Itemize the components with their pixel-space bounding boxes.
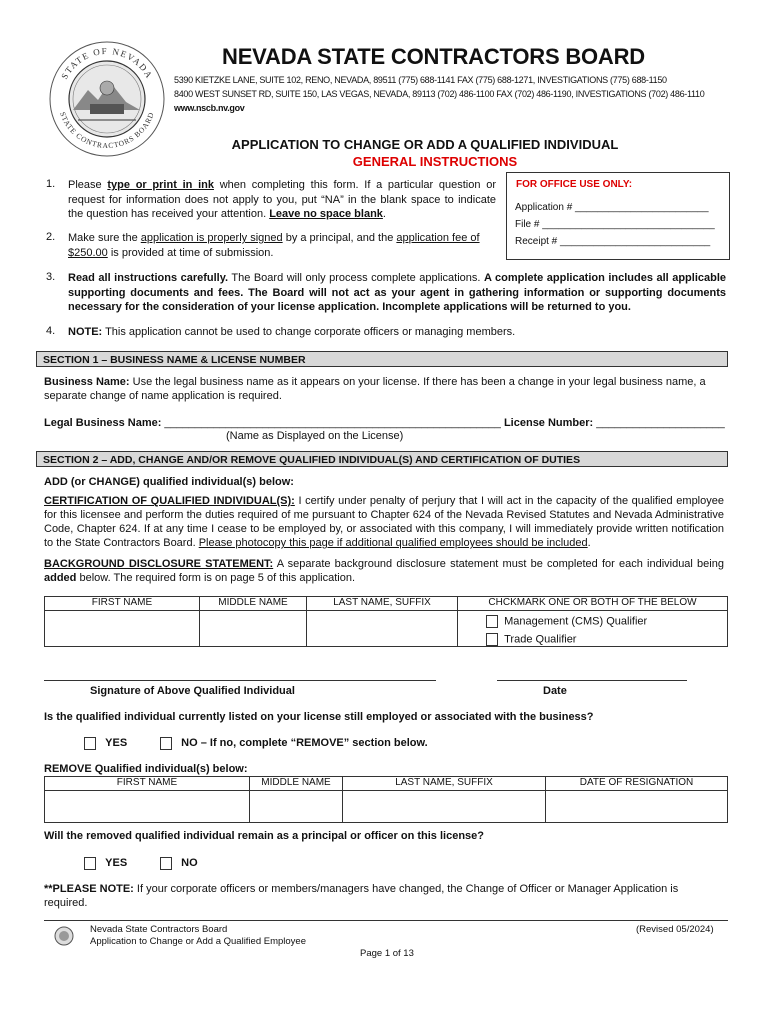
add-qualified-table	[44, 596, 728, 647]
footer-seal-logo	[54, 926, 74, 946]
date-label: Date	[543, 685, 567, 697]
signature-label: Signature of Above Qualified Individual	[90, 685, 295, 697]
principal-yes-option: YES	[84, 856, 127, 870]
column-header: LAST NAME, SUFFIX	[307, 597, 458, 611]
employed-question: Is the qualified individual currently listed on your license still employed or associated with the business?	[44, 711, 594, 723]
instruction-1: Please type or print in ink when completing this form. If a particular question or request for information does not apply to you, put “NA” in the blank space to indicate the question has received your attention. Leave no space blank.	[68, 179, 496, 220]
application-number-field: Application # ________________________	[515, 202, 709, 213]
address-reno: 5390 KIETZKE LANE, SUITE 102, RENO, NEVADA, 89511 (775) 688-1141 FAX (775) 688-1271, INVESTIGATIONS (775) 688-1150	[174, 75, 667, 85]
remove-middle-name-input[interactable]	[250, 791, 343, 823]
certification-text: CERTIFICATION OF QUALIFIED INDIVIDUAL(S): I certify under penalty of perjury that I will act in the capacity of the qualified employee for this licensee and perform the duties required of me pursuant to Chapter 624 of the Nevada Revised Statutes and Nevada Administrative Code, Chapter 624. If at any time I cease to be employed by, or associated with this company, I will immediately provide written notification to the State Contractors Board. Please photocopy this page if additional qualified employees should be included.	[44, 495, 724, 549]
background-disclosure-text: BACKGROUND DISCLOSURE STATEMENT: A separate background disclosure statement must be completed for each individual being added below. The required form is on page 5 of this application.	[44, 558, 724, 584]
item-number: 1.	[46, 178, 56, 190]
first-name-input[interactable]	[45, 611, 200, 647]
footer-form-name: Application to Change or Add a Qualified Employee	[90, 936, 306, 947]
cms-qualifier-label: Management (CMS) Qualifier	[504, 615, 648, 628]
date-line[interactable]	[497, 680, 687, 681]
board-title: NEVADA STATE CONTRACTORS BOARD	[222, 44, 646, 69]
middle-name-input[interactable]	[200, 611, 307, 647]
column-header: MIDDLE NAME	[250, 777, 343, 791]
please-note: **PLEASE NOTE: If your corporate officers or members/managers have changed, the Change of Officer or Manager Application is required.	[44, 883, 679, 909]
column-header: FIRST NAME	[45, 597, 200, 611]
column-header: CHCKMARK ONE OR BOTH OF THE BELOW	[458, 597, 728, 611]
principal-yes-checkbox[interactable]	[84, 857, 96, 870]
legal-name-caption: (Name as Displayed on the License)	[226, 430, 404, 442]
principal-no-option: NO	[160, 856, 198, 870]
section-1-heading: SECTION 1 – BUSINESS NAME & LICENSE NUMBER	[36, 351, 728, 367]
seal-text-bottom: STATE CONTRACTORS BOARD	[58, 110, 156, 151]
legal-business-name-row: Legal Business Name: _______________________________________________________ License Number: _____________________	[44, 417, 725, 429]
address-las-vegas: 8400 WEST SUNSET RD, SUITE 150, LAS VEGAS, NEVADA, 89113 (702) 486-1100 FAX (702) 486-1190, INVESTIGATIONS (702) 486-1110	[174, 89, 705, 99]
application-title: APPLICATION TO CHANGE OR ADD A QUALIFIED INDIVIDUAL	[231, 137, 619, 152]
column-header: DATE OF RESIGNATION	[546, 777, 728, 791]
qualifier-type-cell	[458, 611, 728, 647]
remove-first-name-input[interactable]	[45, 791, 250, 823]
business-name-instructions: Business Name: Use the legal business name as it appears on your license. If there has been a change in your legal business name, a separate change of name application is required.	[44, 376, 706, 402]
item-number: 2.	[46, 231, 56, 243]
last-name-input[interactable]	[307, 611, 458, 647]
column-header: LAST NAME, SUFFIX	[343, 777, 546, 791]
footer-revised: (Revised 05/2024)	[636, 924, 714, 935]
principal-no-checkbox[interactable]	[160, 857, 172, 870]
cms-qualifier-checkbox[interactable]	[486, 615, 498, 628]
instruction-4: NOTE: This application cannot be used to change corporate officers or managing members.	[68, 326, 516, 338]
receipt-number-field: Receipt # ___________________________	[515, 236, 711, 247]
instruction-2: Make sure the application is properly signed by a principal, and the application fee of $250.00 is provided at time of submission.	[68, 232, 480, 259]
office-use-box	[506, 172, 730, 260]
page-number: Page 1 of 13	[360, 948, 414, 959]
signature-line[interactable]	[44, 680, 436, 681]
license-number-field[interactable]: _____________________	[593, 417, 725, 429]
remove-qualified-table	[44, 776, 728, 823]
trade-qualifier-label: Trade Qualifier	[504, 633, 577, 646]
employed-no-option: NO – If no, complete “REMOVE” section below.	[160, 736, 428, 750]
office-use-heading: FOR OFFICE USE ONLY:	[516, 179, 633, 190]
date-of-resignation-input[interactable]	[546, 791, 728, 823]
seal-text-top: STATE OF NEVADA	[59, 45, 155, 81]
instruction-3: Read all instructions carefully. The Board will only process complete applications. A complete application includes all applicable supporting documents and fees. The Board will not act as your agent in gathering information or supporting documents necessary for the consideration of your license application. Incomplete applications will be returned to you.	[68, 272, 726, 313]
file-number-field: File # _______________________________	[515, 219, 715, 230]
website-link[interactable]: www.nscb.nv.gov	[174, 103, 245, 113]
column-header: MIDDLE NAME	[200, 597, 307, 611]
employed-yes-checkbox[interactable]	[84, 737, 96, 750]
general-instructions-heading: GENERAL INSTRUCTIONS	[352, 154, 518, 169]
trade-qualifier-checkbox[interactable]	[486, 633, 498, 646]
footer-org: Nevada State Contractors Board	[90, 924, 228, 935]
add-qualified-label: ADD (or CHANGE) qualified individual(s) below:	[44, 476, 294, 488]
item-number: 4.	[46, 325, 56, 337]
column-header: FIRST NAME	[45, 777, 250, 791]
footer-divider	[44, 920, 728, 921]
section-2-heading: SECTION 2 – ADD, CHANGE AND/OR REMOVE QUALIFIED INDIVIDUAL(S) AND CERTIFICATION OF DUTIES	[36, 451, 728, 467]
remove-qualified-label: REMOVE Qualified individual(s) below:	[44, 763, 248, 775]
employed-yes-option: YES	[84, 736, 127, 750]
principal-question: Will the removed qualified individual remain as a principal or officer on this license?	[44, 830, 484, 842]
remove-last-name-input[interactable]	[343, 791, 546, 823]
legal-business-name-field[interactable]: _______________________________________________________	[161, 417, 501, 429]
item-number: 3.	[46, 271, 56, 283]
employed-no-checkbox[interactable]	[160, 737, 172, 750]
